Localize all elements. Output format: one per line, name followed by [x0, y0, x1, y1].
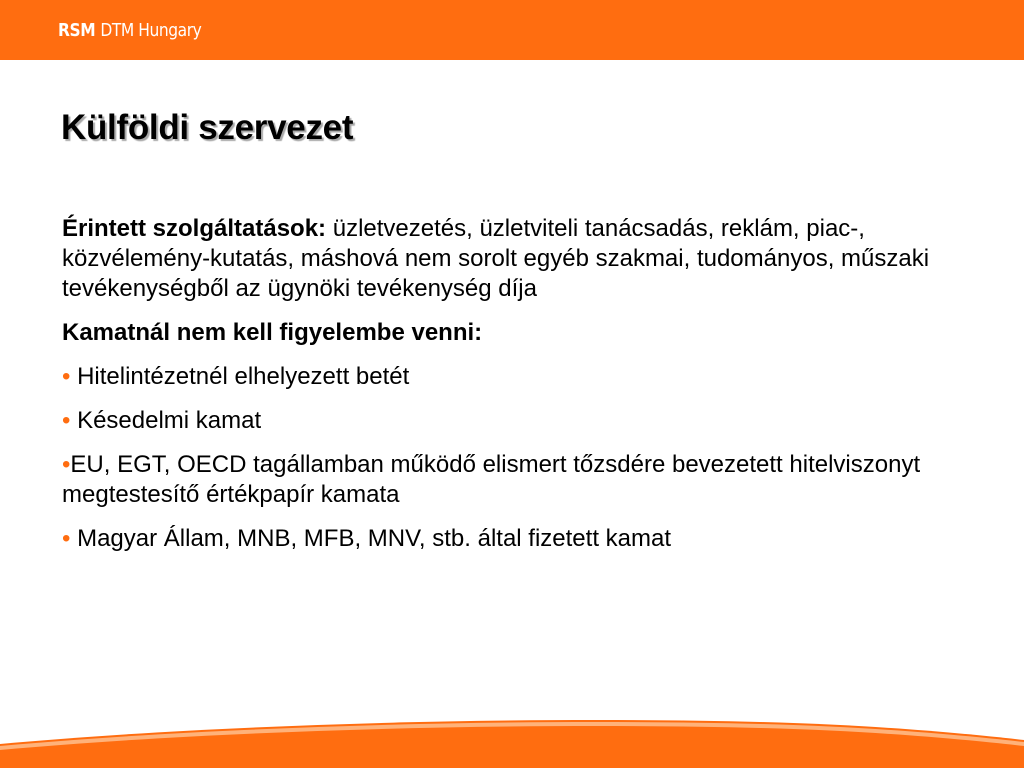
slide-content — [62, 214, 962, 554]
services-paragraph — [62, 214, 962, 304]
bullet-icon: • — [62, 451, 71, 478]
bullet-icon: • — [62, 363, 71, 390]
slide-title: Külföldi szervezet — [61, 108, 354, 147]
bullet-item — [62, 524, 962, 554]
interest-subheading: Kamatnál nem kell figyelembe venni: — [62, 319, 483, 346]
bullet-icon: • — [62, 407, 71, 434]
logo-mark: RSM — [58, 20, 96, 41]
bullet-text: EU, EGT, OECD tagállamban működő elismert tőzsdére bevezetett hitelviszonyt megtestesítő értékpapír kamata — [62, 451, 921, 508]
services-text: üzletvezetés, üzletviteli tanácsadás, reklám, piac-, közvélemény-kutatás, máshová nem sorolt egyéb szakmai, tudományos, műszaki tevékenységből az ügynöki tevékenység díja — [62, 215, 930, 302]
bullet-text: Magyar Állam, MNB, MFB, MNV, stb. által fizetett kamat — [70, 525, 672, 552]
company-logo — [58, 20, 201, 46]
logo-text: DTM Hungary — [100, 20, 202, 41]
header-bar — [0, 0, 1024, 60]
bullet-text: Hitelintézetnél elhelyezett betét — [70, 363, 410, 390]
bullet-item — [62, 362, 962, 392]
services-label: Érintett szolgáltatások: — [62, 215, 327, 242]
bottom-wave-decoration — [0, 700, 1024, 768]
bullet-text: Késedelmi kamat — [70, 407, 262, 434]
bullet-icon: • — [62, 525, 71, 552]
bullet-item — [62, 406, 962, 436]
bullet-item — [62, 450, 962, 510]
